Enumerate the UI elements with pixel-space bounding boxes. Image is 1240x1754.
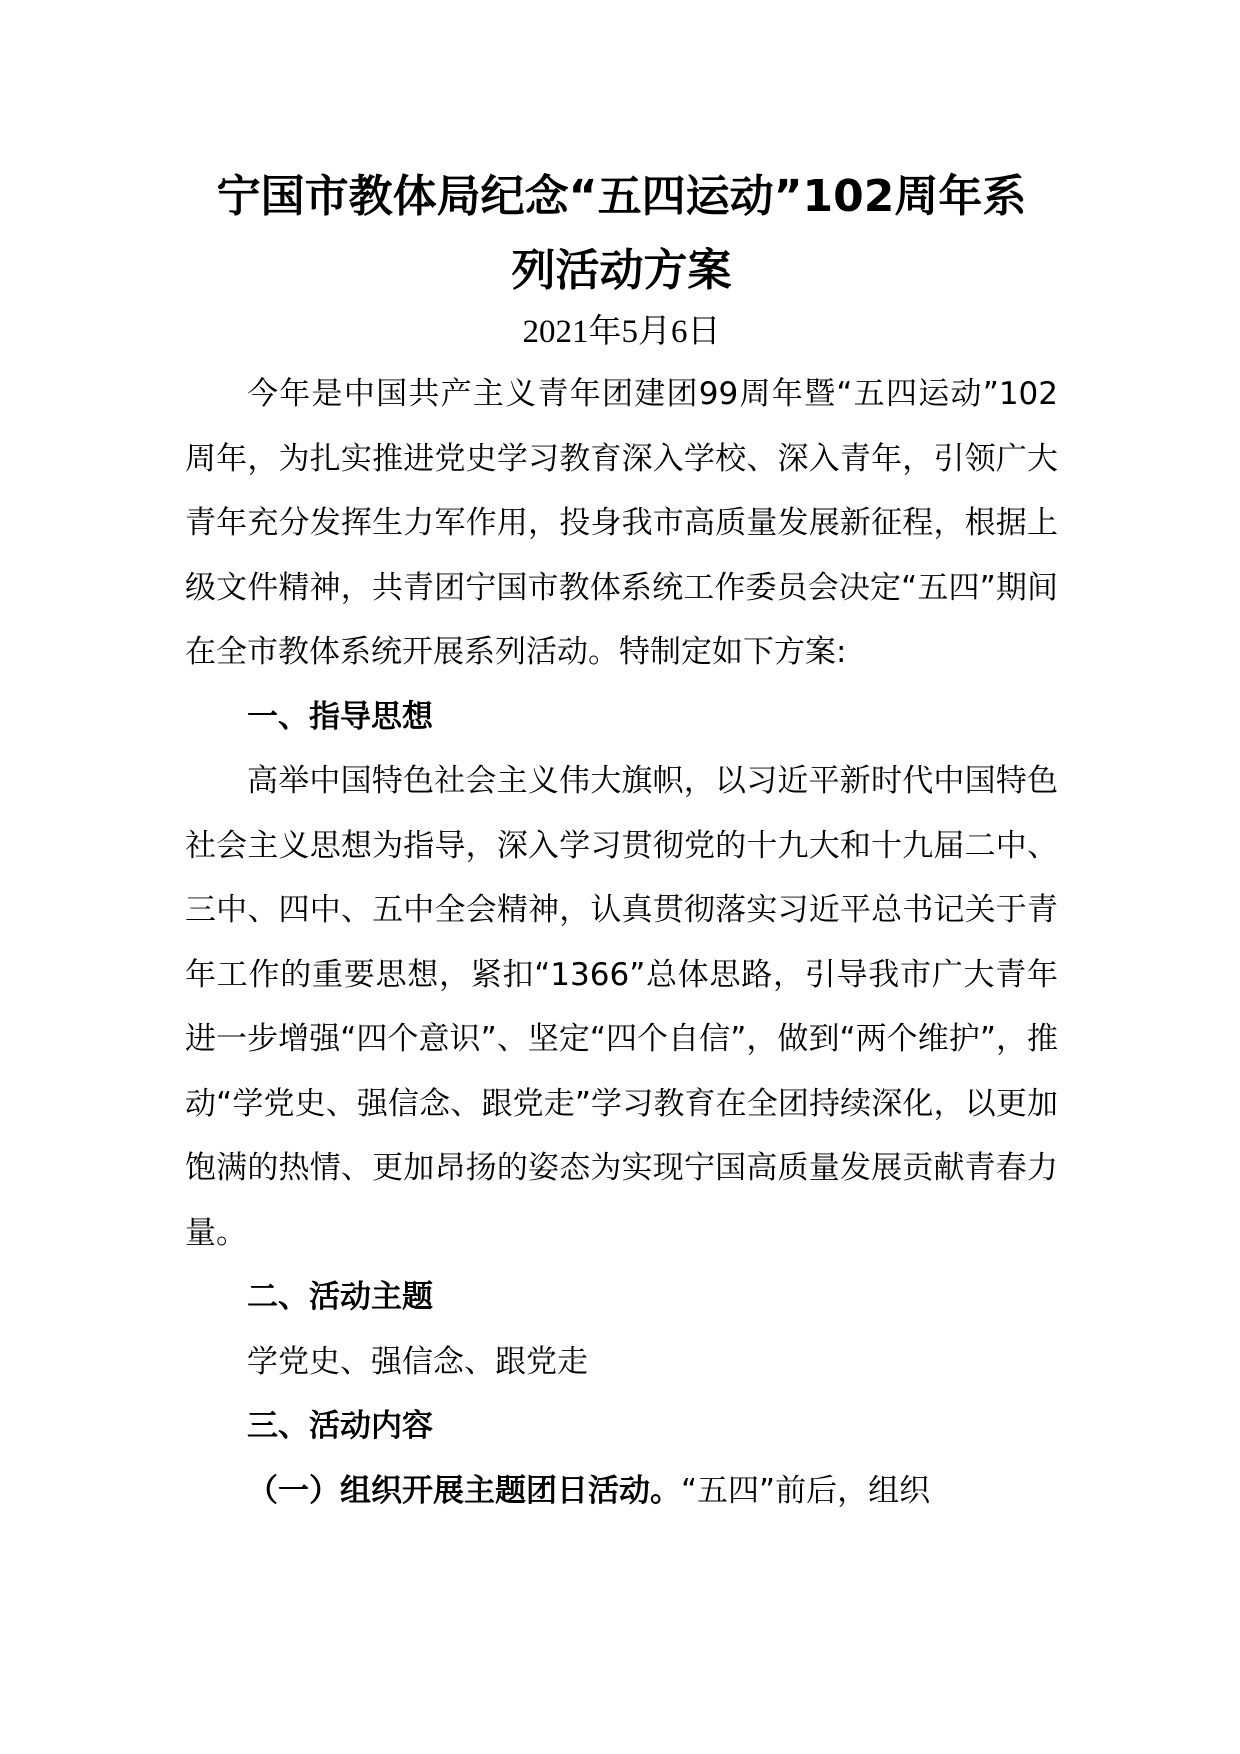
document-page — [185, 160, 1058, 1523]
section-2-heading: 二、活动主题 — [247, 1279, 433, 1315]
section-3-item-1-heading: （一）组织开展主题团日活动。 — [247, 1472, 681, 1509]
title-line-2: 列活动方案 — [511, 245, 732, 296]
intro-paragraph: 今年是中国共产主义青年团建团99周年暨“五四运动”102周年，为扎实推进党史学习教育深入学校、深入青年，引领广大青年充分发挥生力军作用，投身我市高质量发展新征程，根据上级文件精神，共青团宁国市教体系统工作委员会决定“五四”期间在全市教体系统开展系列活动。特制定如下方案: — [185, 376, 1058, 670]
document-date: 2021年5月6日 — [522, 314, 721, 350]
section-3-heading: 三、活动内容 — [247, 1408, 433, 1444]
section-3-item-1 — [185, 1459, 1058, 1524]
document-title — [185, 160, 1058, 308]
title-line-1: 宁国市教体局纪念“五四运动”102周年系 — [216, 171, 1027, 222]
section-3-item-1-text: “五四”前后，组织 — [681, 1472, 931, 1509]
section-1-heading: 一、指导思想 — [247, 698, 433, 735]
section-2-body: 学党史、强信念、跟党走 — [247, 1343, 588, 1380]
section-1-body: 高举中国特色社会主义伟大旗帜，以习近平新时代中国特色社会主义思想为指导，深入学习贯彻党的十九大和十九届二中、三中、四中、五中全会精神，认真贯彻落实习近平总书记关于青年工作的重要思想，紧扣“1366”总体思路，引导我市广大青年进一步增强“四个意识”、坚定“四个自信”，做到“两个维护”，推动“学党史、强信念、跟党走”学习教育在全团持续深化，以更加饱满的热情、更加昂扬的姿态为实现宁国高质量发展贡献青春力量。 — [185, 763, 1058, 1251]
